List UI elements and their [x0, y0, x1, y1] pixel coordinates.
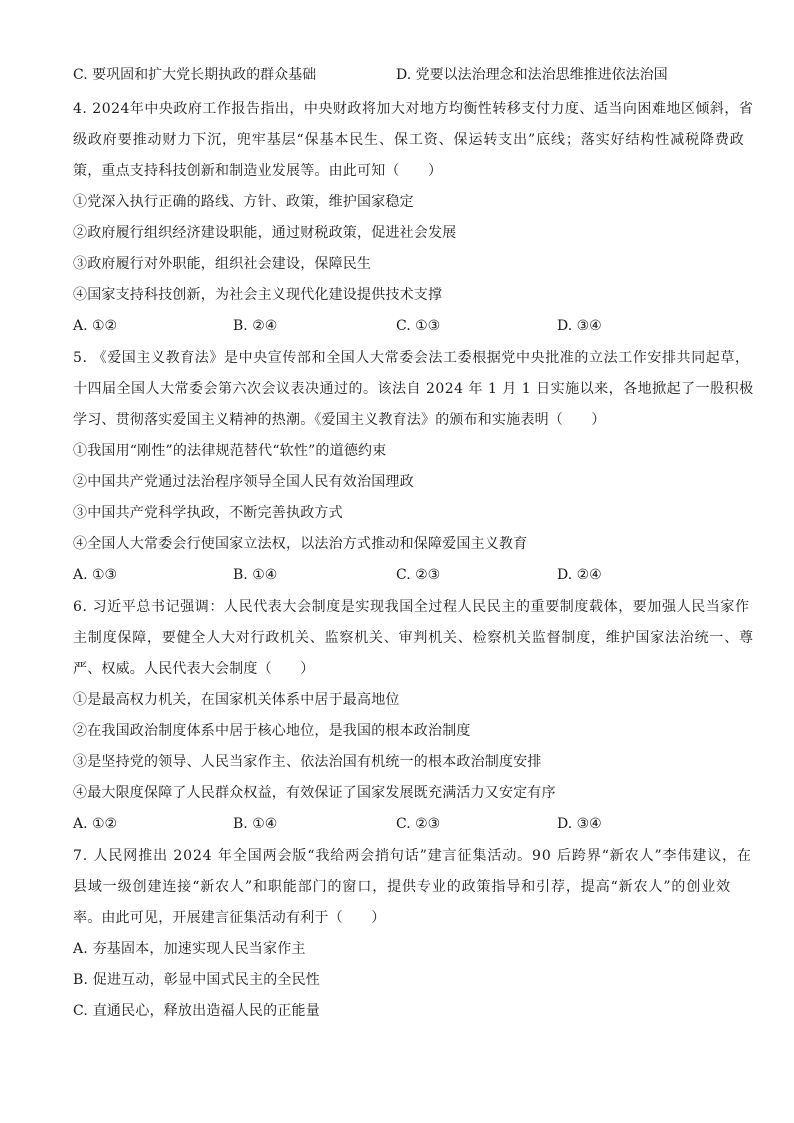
q5-statement-1: ①我国用“刚性”的法律规范替代“软性”的道德约束 [73, 443, 387, 459]
q6-statement-4: ④最大限度保障了人民群众权益，有效保证了国家发展既充满活力又安定有序 [73, 785, 556, 801]
q5-option-c: C. ②③ [396, 567, 441, 583]
q4-stem-line-1: 4. 2024年中央政府工作报告指出，中央财政将加大对地方均衡性转移支付力度、适当向困难地区倾斜，省 [73, 101, 754, 117]
q4-option-c: C. ①③ [396, 318, 441, 334]
q6-stem-line-1: 6. 习近平总书记强调：人民代表大会制度是实现我国全过程人民民主的重要制度载体，要加强人民当家作 [73, 599, 750, 615]
q6-option-a: A. ①② [73, 816, 118, 832]
q6-statement-2: ②在我国政治制度体系中居于核心地位，是我国的根本政治制度 [73, 723, 471, 739]
q4-statement-2: ②政府履行组织经济建设职能，通过财税政策，促进社会发展 [73, 225, 457, 241]
q7-stem-line-1: 7. 人民网推出 2024 年全国两会版“我给两会捎句话”建言征集活动。90 后跨界“新农人”李伟建议，在 [73, 848, 752, 864]
q7-option-a: A. 夯基固本，加速实现人民当家作主 [73, 941, 306, 957]
q6-stem-line-2: 主制度保障，要健全人大对行政机关、监察机关、审判机关、检察机关监督制度，维护国家法治统一、尊 [73, 630, 754, 646]
q5-option-a: A. ①③ [73, 567, 118, 583]
q5-option-d: D. ②④ [557, 567, 602, 583]
q4-stem-line-2: 级政府要推动财力下沉，兜牢基层“保基本民生、保工资、保运转支出”底线；落实好结构性减税降费政 [73, 132, 745, 148]
q7-stem-line-2: 县域一级创建连接“新农人”和职能部门的窗口，提供专业的政策指导和引荐，提高“新农人”的创业效 [73, 879, 732, 895]
q6-option-c: C. ②③ [396, 816, 441, 832]
q5-option-b: B. ①④ [233, 567, 278, 583]
q6-option-d: D. ③④ [557, 816, 602, 832]
q4-stem-line-3: 策，重点支持科技创新和制造业发展等。由此可知（ ） [73, 163, 443, 179]
q4-option-d: D. ③④ [557, 318, 602, 334]
q7-stem-line-3: 率。由此可见，开展建言征集活动有利于（ ） [73, 910, 386, 926]
q4-statement-1: ①党深入执行正确的路线、方针、政策，维护国家稳定 [73, 194, 414, 210]
q3-option-c: C. 要巩固和扩大党长期执政的群众基础 [73, 67, 317, 83]
q5-stem-line-1: 5. 《爱国主义教育法》是中央宣传部和全国人大常委会法工委根据党中央批准的立法工作安排共同起草， [73, 350, 750, 366]
q4-option-a: A. ①② [73, 318, 118, 334]
q5-statement-3: ③中国共产党科学执政，不断完善执政方式 [73, 505, 343, 521]
q7-option-b: B. 促进互动，彰显中国式民主的全民性 [73, 972, 320, 988]
q5-statement-2: ②中国共产党通过法治程序领导全国人民有效治国理政 [73, 474, 414, 490]
q4-option-b: B. ②④ [233, 318, 278, 334]
q4-statement-3: ③政府履行对外职能，组织社会建设，保障民生 [73, 256, 372, 272]
q7-option-c: C. 直通民心，释放出造福人民的正能量 [73, 1003, 320, 1019]
q4-statement-4: ④国家支持科技创新，为社会主义现代化建设提供技术支撑 [73, 287, 443, 303]
q5-stem-line-2: 十四届全国人大常委会第六次会议表决通过的。该法自 2024 年 1 月 1 日实施以来，各地掀起了一股积极 [73, 381, 754, 397]
q5-stem-line-3: 学习、贯彻落实爱国主义精神的热潮。《爱国主义教育法》的颁布和实施表明（ ） [73, 412, 606, 428]
q5-statement-4: ④全国人大常委会行使国家立法权，以法治方式推动和保障爱国主义教育 [73, 536, 528, 552]
q6-statement-3: ③是坚持党的领导、人民当家作主、依法治国有机统一的根本政治制度安排 [73, 754, 542, 770]
q6-statement-1: ①是最高权力机关，在国家机关体系中居于最高地位 [73, 692, 400, 708]
q6-stem-line-3: 严、权威。人民代表大会制度（ ） [73, 661, 315, 677]
q3-option-d: D. 党要以法治理念和法治思维推进依法治国 [396, 67, 668, 83]
q6-option-b: B. ①④ [233, 816, 278, 832]
